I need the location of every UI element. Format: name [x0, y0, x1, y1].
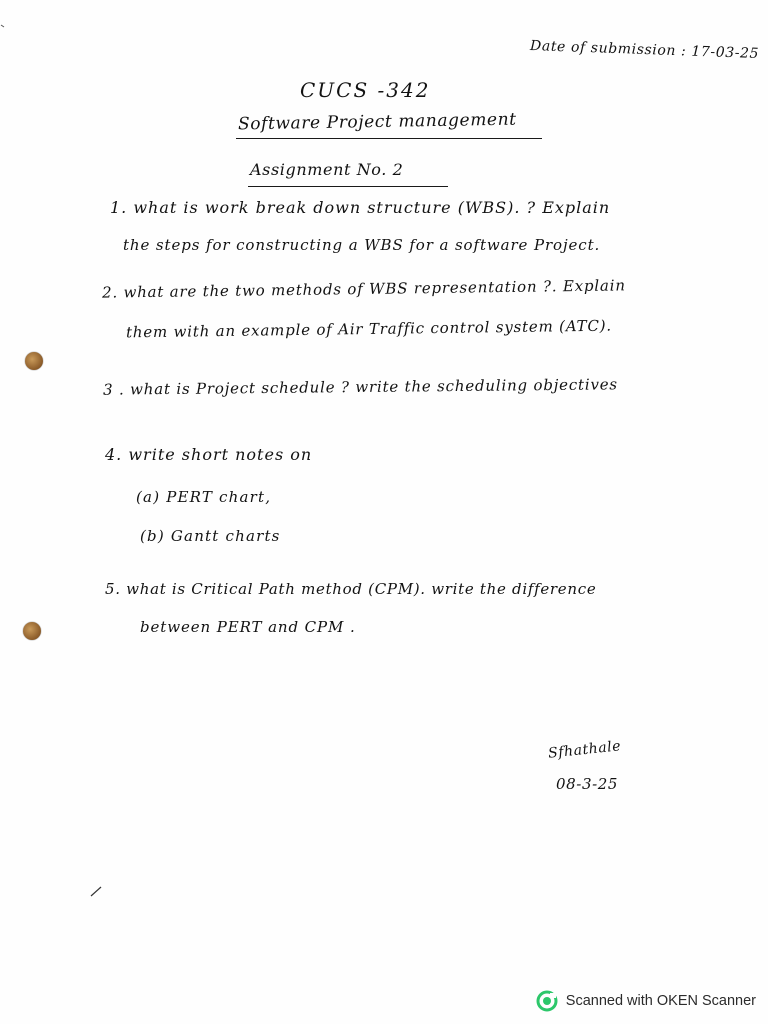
question-4: 4. write short notes on	[105, 445, 313, 464]
question-4-a: (a) PERT chart,	[136, 488, 272, 506]
question-5-line-1: 5. what is Critical Path method (CPM). write the difference	[105, 580, 597, 598]
scanner-watermark	[536, 990, 756, 1012]
question-5-line-2: between PERT and CPM .	[140, 618, 356, 636]
question-1-line-1: 1. what is work break down structure (WBS). ? Explain	[110, 198, 611, 217]
punch-hole-bottom	[23, 622, 41, 640]
question-2-line-2: them with an example of Air Traffic control system (ATC).	[125, 316, 613, 342]
subject-title: Software Project management	[237, 109, 517, 135]
subject-underline	[236, 138, 542, 139]
oken-scanner-logo-icon	[536, 990, 558, 1012]
question-3: 3 . what is Project schedule ? write the scheduling objectives	[102, 375, 618, 399]
pen-mark	[90, 884, 104, 898]
assignment-title: Assignment No. 2	[250, 160, 404, 179]
submission-date: Date of submission : 17-03-25	[529, 38, 760, 62]
scanner-text: Scanned with OKEN Scanner	[565, 993, 756, 1009]
assignment-underline	[248, 186, 448, 187]
pen-mark	[0, 24, 6, 30]
signature-date: 08-3-25	[556, 775, 619, 793]
course-code: CUCS -342	[300, 78, 431, 102]
question-1-line-2: the steps for constructing a WBS for a software Project.	[123, 236, 601, 254]
punch-hole-top	[25, 352, 43, 370]
question-4-b: (b) Gantt charts	[140, 527, 281, 545]
question-2-line-1: 2. what are the two methods of WBS representation ?. Explain	[101, 276, 626, 302]
signature: Sfhathale	[547, 738, 622, 762]
